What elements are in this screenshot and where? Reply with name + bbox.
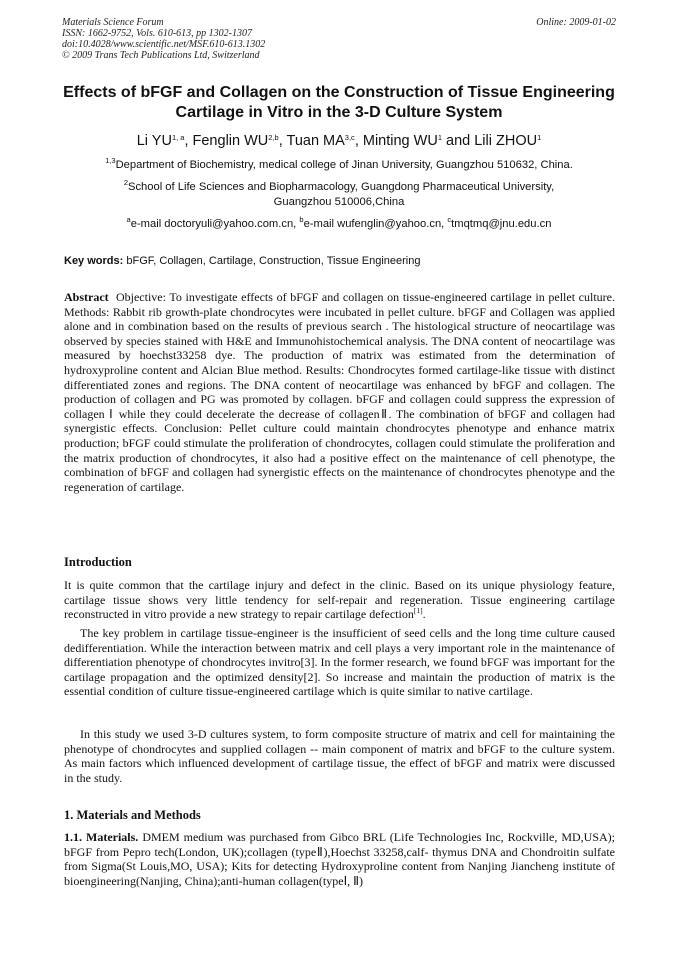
keywords-text: bFGF, Collagen, Cartilage, Construction, Tissue Engineering bbox=[126, 255, 421, 267]
affiliation-2 bbox=[62, 180, 616, 210]
email-sup: c bbox=[447, 215, 452, 224]
journal-header bbox=[62, 17, 265, 61]
abstract bbox=[64, 290, 615, 494]
affiliation-text: Guangzhou 510006,China bbox=[273, 196, 405, 208]
author-sep: and bbox=[441, 133, 475, 149]
author: Minting WU bbox=[362, 133, 438, 149]
paper-title: Effects of bFGF and Collagen on the Construction of Tissue Engineering Cartilage in Vitro in the 3-D Culture System bbox=[63, 84, 615, 121]
paragraph-text: It is quite common that the cartilage injury and defect in the clinic. Based on its unique physiology feature, cartilage tissue shows very little tendency for self-repair and regeneration. Tissue engineering cartilage reconstructed in vitro provide a new strategy to repair cartilage defection bbox=[64, 578, 615, 622]
intro-paragraph-2: The key problem in cartilage tissue-engineer is the insufficient of seed cells and the long time culture caused dedifferentiation. While the interaction between matrix and cell plays a very important role in the maintenance of differentiation phenotype of chondrocytes invitro[3]. In the former research, we found bFGF was important for the cartilage propagation and the optimized density[2]. So increase and maintain the production of matrix is the essential condition of culture tissue-engineered cartilage which is quite similar to native cartilage. bbox=[64, 626, 615, 699]
author-sep: , bbox=[354, 133, 363, 149]
author-sep: , bbox=[184, 133, 193, 149]
author-sup: 1 bbox=[437, 133, 442, 142]
intro-paragraph-1 bbox=[64, 578, 615, 622]
affiliation-text: Department of Biochemistry, medical college of Jinan University, Guangzhou 510632, China. bbox=[115, 159, 573, 171]
citation-ref: [1] bbox=[413, 606, 423, 616]
author-sup: 1 bbox=[537, 133, 542, 142]
affiliation-text: School of Life Sciences and Biopharmacology, Guangdong Pharmaceutical University, bbox=[127, 181, 555, 193]
author: Lili ZHOU bbox=[474, 133, 538, 149]
affiliation-sup: 2 bbox=[123, 178, 128, 187]
author: Tuan MA bbox=[286, 133, 345, 149]
email-text: tmqtmq@jnu.edu.cn bbox=[451, 218, 552, 230]
author: Fenglin WU bbox=[192, 133, 269, 149]
issn-line: ISSN: 1662-9752, Vols. 610-613, pp 1302-1307 bbox=[62, 28, 252, 39]
paragraph-text: . bbox=[422, 607, 426, 622]
keywords-label: Key words bbox=[64, 255, 120, 267]
author-sup: 1, a bbox=[171, 133, 185, 142]
author: Li YU bbox=[136, 133, 172, 149]
materials-paragraph bbox=[64, 830, 615, 888]
intro-paragraph-3: In this study we used 3-D cultures system, to form composite structure of matrix and cell for maintaining the phenotype of chondrocytes and supplied collagen -- main component of matrix and bFGF to the culture system. As main factors which influenced development of cartilage tissue, the effect of bFGF and matrix were discussed in the study. bbox=[64, 727, 615, 785]
keywords-colon: : bbox=[119, 255, 124, 267]
section-heading-methods: 1. Materials and Methods bbox=[64, 808, 201, 822]
author-list bbox=[62, 132, 616, 150]
online-date: Online: 2009-01-02 bbox=[536, 17, 616, 28]
keywords bbox=[64, 254, 420, 268]
affiliation-sup: 1,3 bbox=[105, 156, 116, 165]
doi-line: doi:10.4028/www.scientific.net/MSF.610-613.1302 bbox=[62, 39, 266, 50]
email-sup: b bbox=[299, 215, 304, 224]
author-sup: 3,c bbox=[344, 133, 355, 142]
subsection-label: 1.1. Materials. bbox=[64, 830, 139, 844]
author-sep: , bbox=[278, 133, 287, 149]
email-sup: a bbox=[126, 215, 131, 224]
abstract-text: Objective: To investigate effects of bFGF and collagen on tissue-engineered cartilage in pellet culture. Methods: Rabbit rib growth-plate chondrocytes were incubated in pellet culture. bFGF and Collagen was applied alone and in combination based on the results of previous search . The histological structure of neocartilage was observed by species stained with H&E and Immunohistochemical analysis. The DNA content of neocartilage was measured by hoechst33258 dye. The production of matrix was estimated from the determination of hydroxyproline content and Alcian Blue method. Results: Chondrocytes formed cartilage-like tissue with distinct differentiated zones and regions. The DNA content of neocartilage was enhanced by bFGF and collagen. The production of collagen and PG was promoted by collagen. bFGF and collagen could suppress the expression of collagen Ⅰ while they could decelerate the decrease of collagenⅡ. The combination of bFGF and collagen had synergistic effects. Conclusion: Pellet culture could maintain chondrocytes phenotype and enhance matrix production; bFGF could stimulate the proliferation of chondrocytes, collagen could stimulate the proliferation and the matrix production of chondrocytes, it also had a positive effect on the maintenance of cell phenotype, the combination of bFGF and collagen had synergistic effects on the maintenance of chondrocytes phenotype and the regeneration of cartilage. bbox=[64, 290, 615, 494]
copyright-line: © 2009 Trans Tech Publications Ltd, Switzerland bbox=[62, 50, 260, 61]
email-line bbox=[62, 217, 616, 232]
email-text: e-mail doctoryuli@yahoo.com.cn, bbox=[130, 218, 300, 230]
journal-name: Materials Science Forum bbox=[62, 17, 164, 28]
section-heading-introduction: Introduction bbox=[64, 555, 132, 569]
email-text: e-mail wufenglin@yahoo.cn, bbox=[303, 218, 448, 230]
author-sup: 2,b bbox=[268, 133, 279, 142]
paragraph-text: DMEM medium was purchased from Gibco BRL (Life Technologies Inc, Rockville, MD,USA); bFGF from Pepro tech(London, UK);collagen (typeⅡ),Hoechst 33258,calf- thymus DNA and Chondroitin sulfate from Sigma(St Louis,MO, USA); Kits for detecting Hydroxyproline content from Nanjing Jiancheng institute of bioengineering(Nanjing, China);anti-human collagen(typeⅠ, Ⅱ) bbox=[64, 830, 616, 888]
affiliation-1 bbox=[62, 158, 616, 173]
abstract-label: Abstract bbox=[64, 290, 109, 304]
